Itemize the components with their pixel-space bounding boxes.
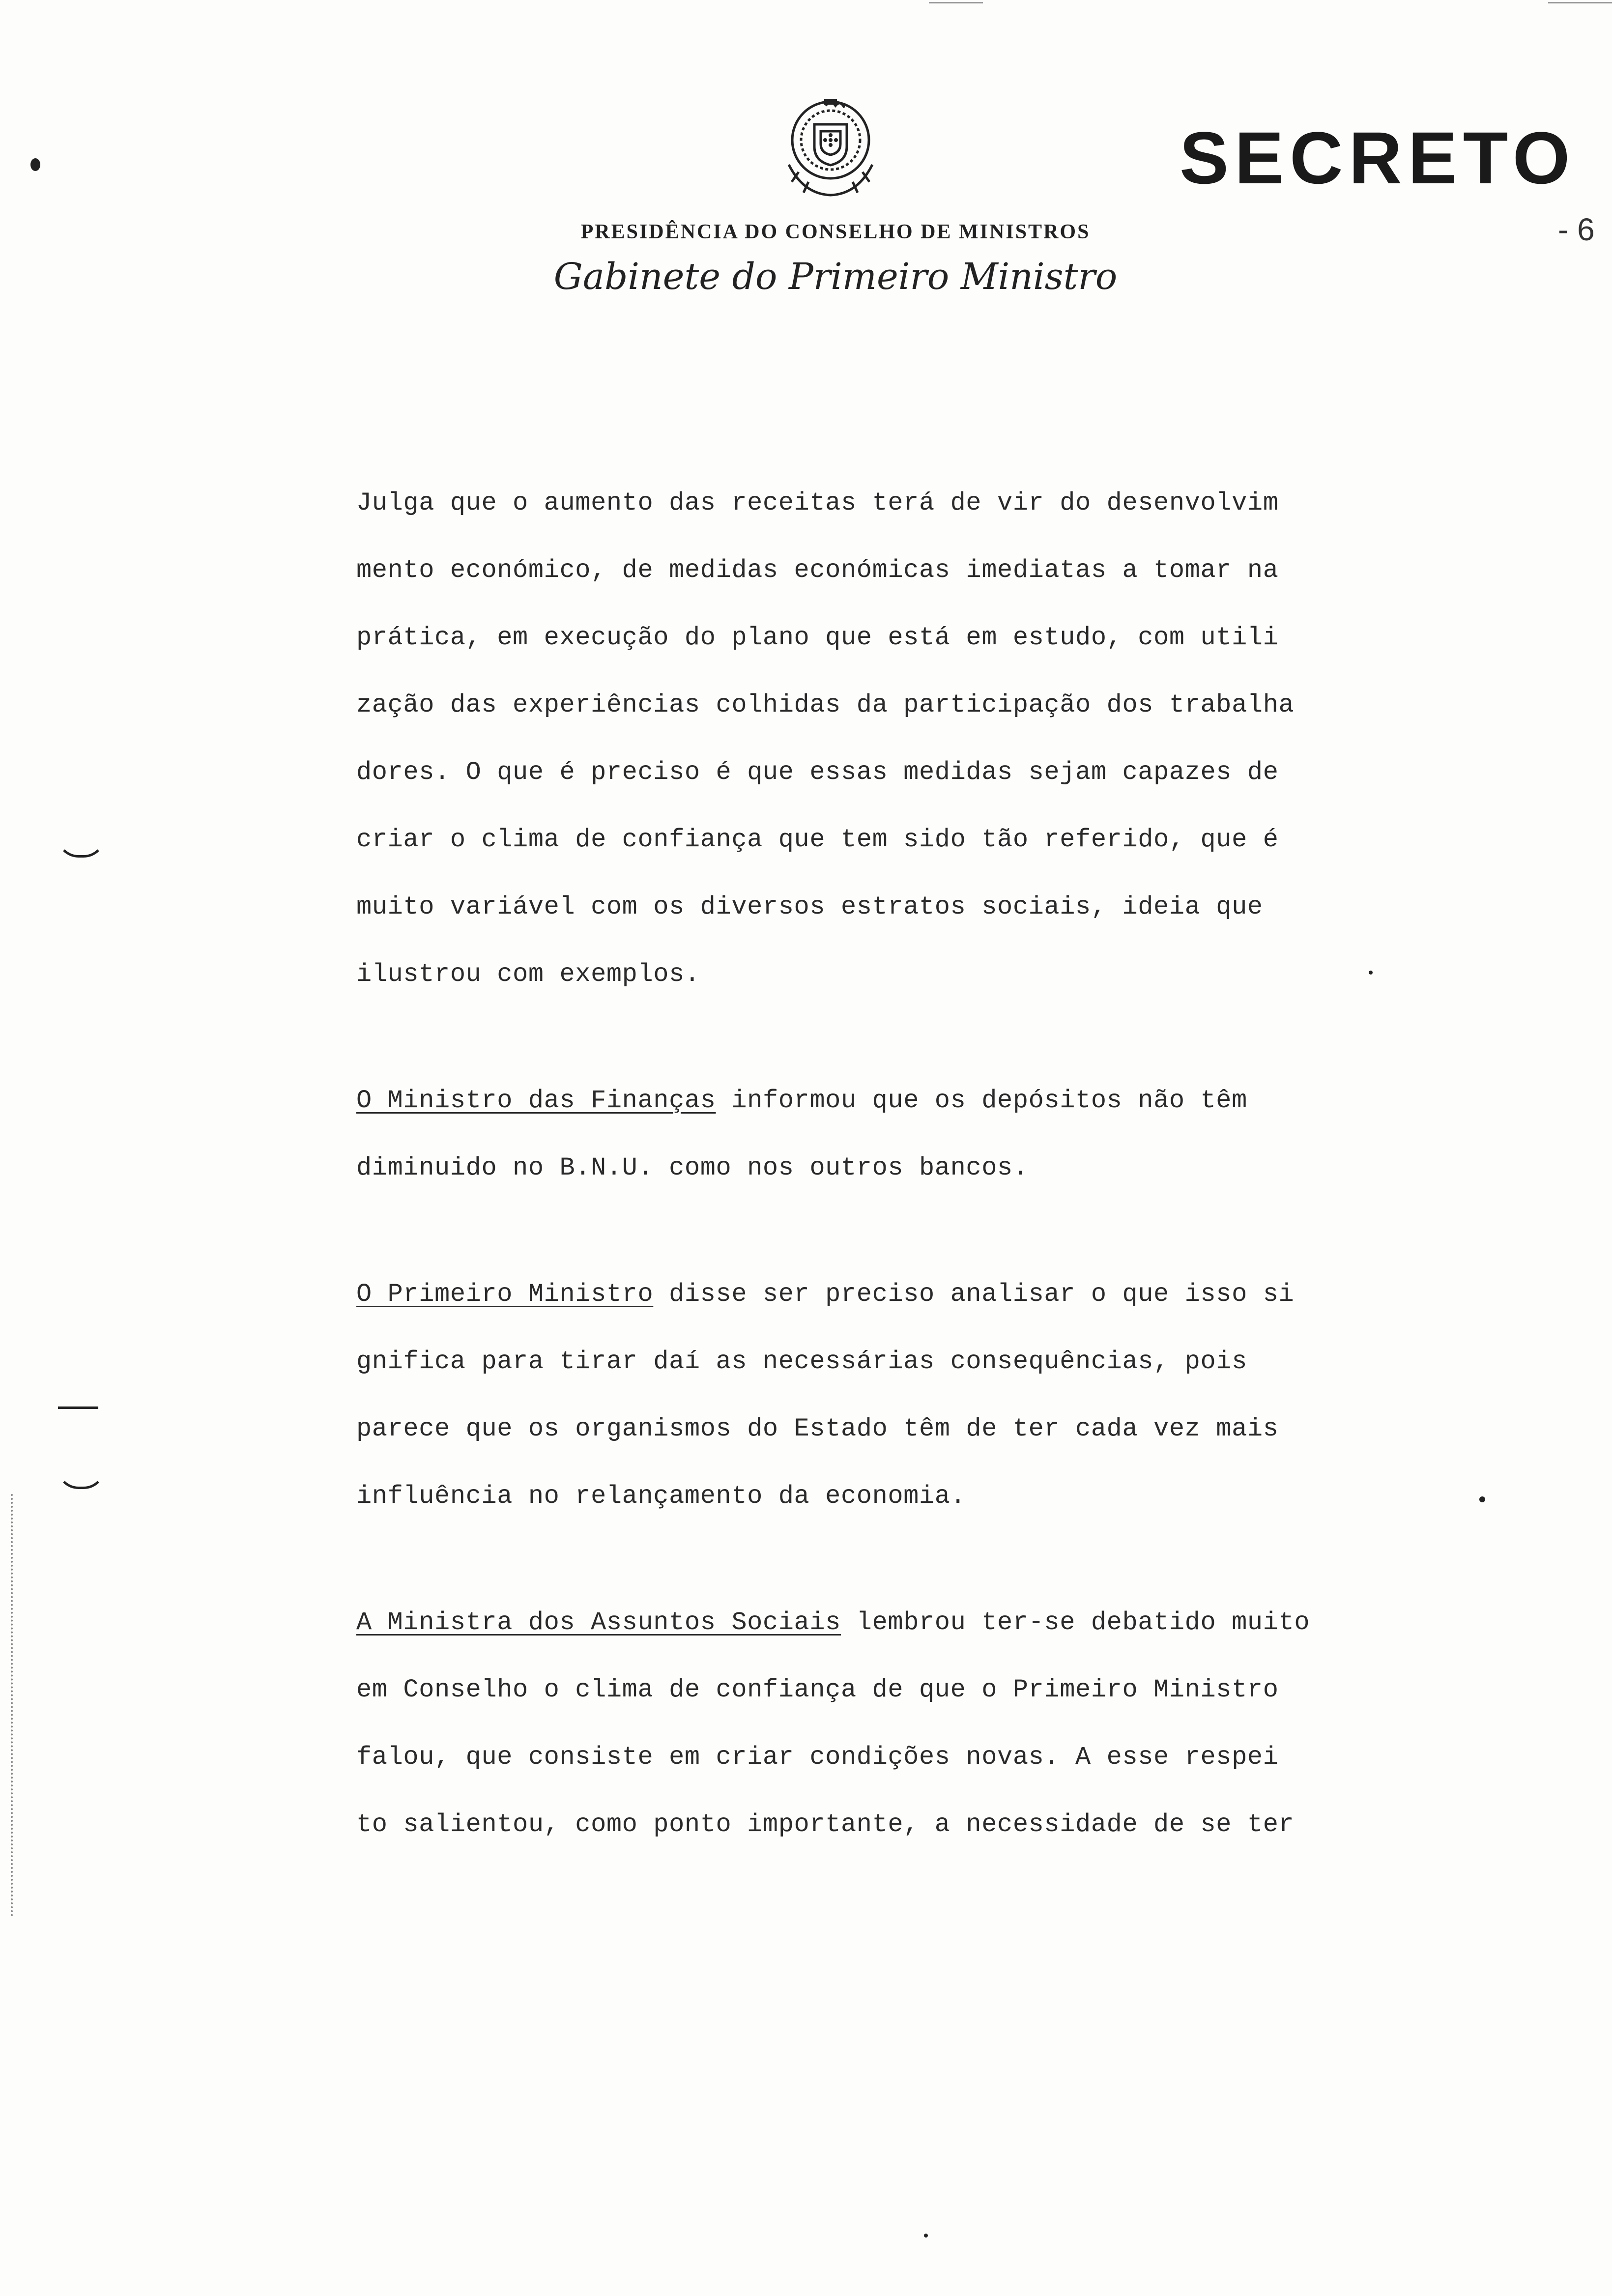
- fold-mark: [57, 1467, 106, 1489]
- line-text: informou que os depósitos não têm: [716, 1086, 1247, 1115]
- institution-heading: PRESIDÊNCIA DO CONSELHO DE MINISTROS: [580, 221, 1091, 243]
- speck-mark: [1369, 971, 1373, 975]
- text-line: ilustrou com exemplos.: [356, 960, 700, 989]
- text-line: dores. O que é preciso é que essas medidas sejam capazes de: [356, 758, 1279, 787]
- text-line: zação das experiências colhidas da participação dos trabalha: [356, 690, 1295, 719]
- cabinet-subheading: Gabinete do Primeiro Ministro: [553, 256, 1118, 298]
- paragraph: [356, 1067, 1462, 1202]
- scan-edge-mark: [1548, 2, 1612, 3]
- scan-edge-mark: [929, 2, 983, 3]
- text-line: [356, 1589, 1462, 1656]
- text-line: [356, 1261, 1462, 1328]
- speck-mark: [924, 2234, 928, 2238]
- text-line: falou, que consiste em criar condições novas. A esse respei: [356, 1743, 1279, 1772]
- speaker-name: O Ministro das Finanças: [356, 1086, 716, 1115]
- paragraph: [356, 1589, 1462, 1858]
- paragraph: [356, 469, 1462, 1008]
- secret-stamp: SECRETO: [1180, 116, 1576, 199]
- punch-hole-mark: [30, 158, 40, 171]
- line-text: disse ser preciso analisar o que isso si: [653, 1280, 1295, 1309]
- text-line: parece que os organismos do Estado têm de ter cada vez mais: [356, 1414, 1279, 1443]
- text-line: Julga que o aumento das receitas terá de vir do desenvolvim: [356, 488, 1279, 517]
- text-line: to salientou, como ponto importante, a necessidade de se ter: [356, 1810, 1295, 1839]
- text-line: gnifica para tirar daí as necessárias consequências, pois: [356, 1347, 1247, 1376]
- text-line: diminuido no B.N.U. como nos outros bancos.: [356, 1153, 1029, 1182]
- fold-mark: [57, 835, 106, 858]
- line-text: lembrou ter-se debatido muito: [840, 1608, 1310, 1637]
- minutes-body: [356, 469, 1462, 1917]
- speaker-name: A Ministra dos Assuntos Sociais: [356, 1608, 841, 1637]
- text-line: criar o clima de confiança que tem sido tão referido, que é: [356, 825, 1279, 854]
- paragraph: [356, 1261, 1462, 1530]
- coat-of-arms-icon: [769, 86, 892, 209]
- text-line: mento económico, de medidas económicas imediatas a tomar na: [356, 556, 1279, 585]
- text-line: muito variável com os diversos estratos sociais, ideia que: [356, 892, 1263, 921]
- text-line: [356, 1067, 1462, 1134]
- speaker-name: O Primeiro Ministro: [356, 1280, 654, 1309]
- page-number: - 6: [1558, 212, 1595, 247]
- speck-mark: [1479, 1496, 1485, 1502]
- fold-mark: [58, 1406, 98, 1409]
- binding-edge: [11, 1494, 13, 1917]
- text-line: prática, em execução do plano que está em estudo, com utili: [356, 623, 1279, 652]
- text-line: em Conselho o clima de confiança de que o Primeiro Ministro: [356, 1675, 1279, 1704]
- text-line: influência no relançamento da economia.: [356, 1482, 966, 1511]
